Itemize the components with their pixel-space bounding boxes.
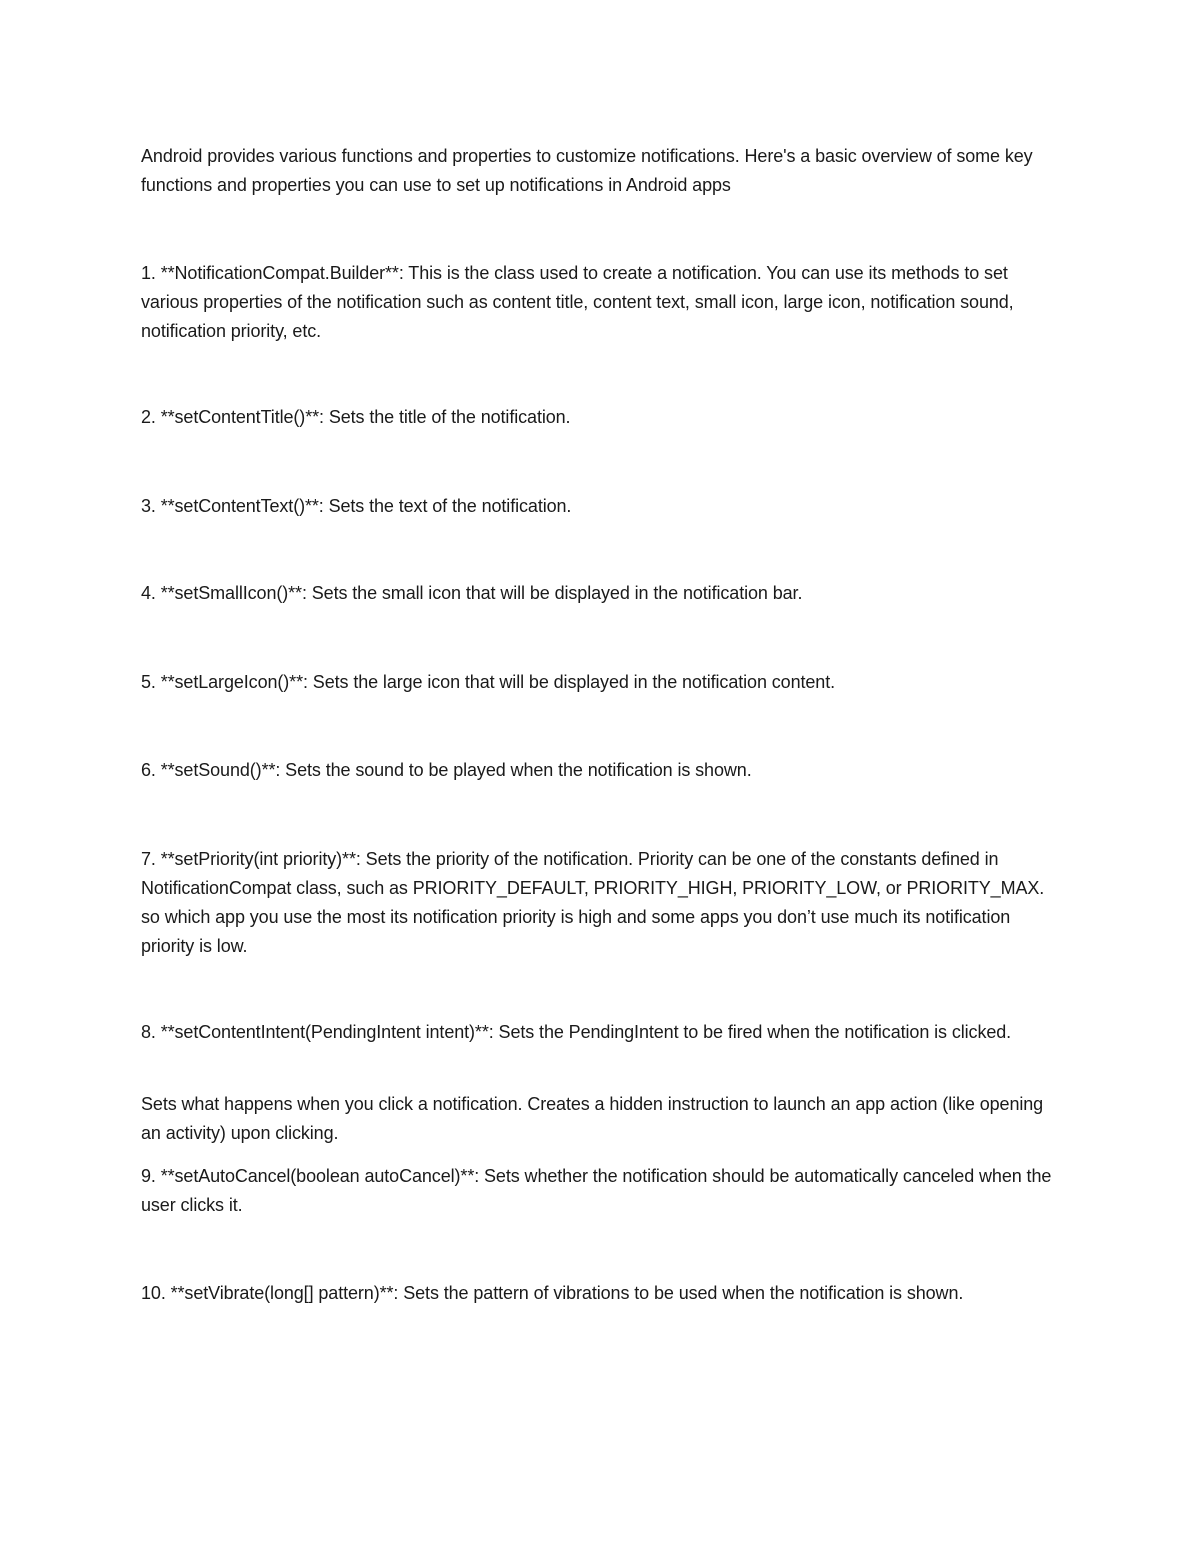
- list-item-note: Sets what happens when you click a notification. Creates a hidden instruction to launch an app action (like opening an activity) upon clicking.: [141, 1094, 1044, 1143]
- list-item: 1. **NotificationCompat.Builder**: This is the class used to create a notification. You can use its methods to set various properties of the notification such as content title, content text, small icon, large icon, notification sound, notification priority, etc.: [141, 263, 1014, 341]
- list-item: 9. **setAutoCancel(boolean autoCancel)**: Sets whether the notification should be automatically canceled when the user clicks it.: [141, 1166, 1052, 1215]
- list-item: 4. **setSmallIcon()**: Sets the small icon that will be displayed in the notification bar.: [141, 583, 803, 603]
- list-item: 7. **setPriority(int priority)**: Sets the priority of the notification. Priority can be one of the constants defined in NotificationCompat class, such as PRIORITY_DEFAULT, PRIORITY_HIGH, PRIORITY_LOW, or PRIORITY_MAX. so which app you use the most its notification priority is high and some apps you don’t use much its notification priority is low.: [141, 849, 1045, 956]
- list-item: 8. **setContentIntent(PendingIntent intent)**: Sets the PendingIntent to be fired when the notification is clicked.: [141, 1022, 1012, 1042]
- list-item: 10. **setVibrate(long[] pattern)**: Sets the pattern of vibrations to be used when the notification is shown.: [141, 1283, 964, 1303]
- list-item: 3. **setContentText()**: Sets the text of the notification.: [141, 496, 572, 516]
- intro-paragraph: Android provides various functions and properties to customize notifications. Here's a basic overview of some key functions and properties you can use to set up notifications in Android apps: [141, 146, 1033, 195]
- list-item: 5. **setLargeIcon()**: Sets the large icon that will be displayed in the notification content.: [141, 672, 836, 692]
- list-item: 2. **setContentTitle()**: Sets the title of the notification.: [141, 407, 571, 427]
- list-item: 6. **setSound()**: Sets the sound to be played when the notification is shown.: [141, 760, 752, 780]
